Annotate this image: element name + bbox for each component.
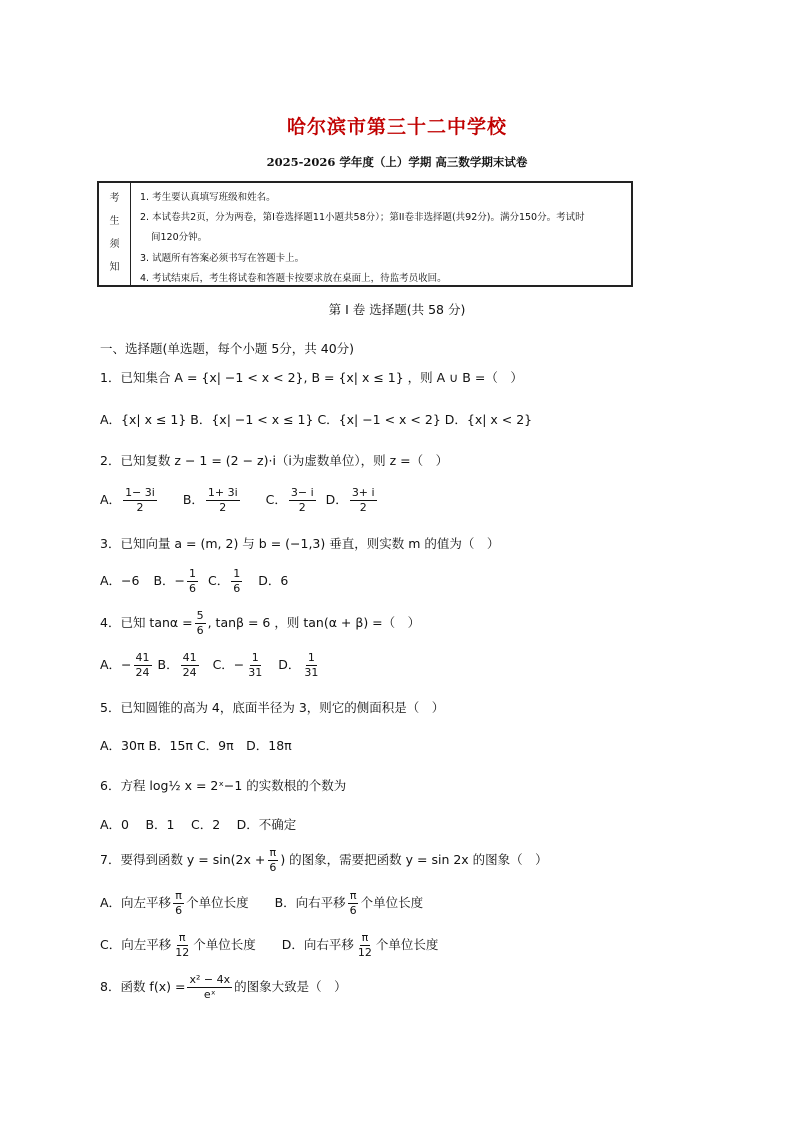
option-fraction — [348, 889, 359, 918]
school-title: 哈尔滨市第三十二中学校 — [286, 116, 507, 138]
notice-label-char: 须 — [109, 239, 120, 250]
fraction-num: π — [361, 931, 369, 944]
question-4-options — [100, 651, 322, 680]
notice-item: 4. 考试结束后，考生将试卷和答题卡按要求放在桌面上，待监考员收回。 — [140, 273, 447, 284]
option-label: D． — [325, 491, 348, 507]
option-fraction — [173, 889, 184, 918]
fraction-num: 1 — [307, 651, 315, 664]
notice-label-char: 知 — [109, 262, 120, 273]
notice-box — [97, 181, 633, 287]
fraction-den: 2 — [359, 500, 367, 514]
fraction-den: 24 — [135, 665, 150, 679]
fraction-num: 1 — [189, 567, 197, 580]
stem-fraction — [267, 846, 278, 875]
question-5-options: A．30π B．15π C．9π D．18π — [100, 738, 292, 753]
fraction-den: 6 — [269, 860, 277, 874]
question-8-stem — [100, 973, 347, 1002]
option-fraction — [187, 567, 198, 596]
question-7-options-ab — [100, 889, 423, 918]
part-title: 第 I 卷 选择题(共 58 分) — [328, 302, 466, 317]
fraction-den: 31 — [248, 665, 263, 679]
question-6-options: A．0 B．1 C．2 D．不确定 — [100, 817, 297, 832]
option-text: A．向左平移 — [100, 894, 172, 910]
question-4-stem — [100, 609, 420, 638]
stem-text: 8．函数 f(x) = — [100, 978, 186, 994]
question-1-stem: 1．已知集合 A = {x| −1 < x < 2}, B = {x| x ≤ 1} ，则 A ∪ B =（ ） — [100, 370, 523, 385]
option-fraction — [231, 567, 242, 596]
fraction-den: 2 — [219, 500, 227, 514]
question-2-stem: 2．已知复数 z − 1 = (2 − z)·i（i为虚数单位），则 z =（ ） — [100, 453, 449, 468]
option-fraction — [206, 486, 240, 515]
notice-label-char: 考 — [109, 193, 120, 204]
notice-item: 间120分钟。 — [151, 232, 208, 243]
fraction-den: eˣ — [203, 987, 216, 1001]
fraction-den: 6 — [233, 581, 241, 595]
option-label: D． — [278, 656, 301, 672]
fraction-den: 2 — [136, 500, 144, 514]
notice-item: 1. 考生要认真填写班级和姓名。 — [140, 192, 276, 203]
option-label: C． — [208, 572, 230, 588]
option-fraction — [134, 651, 152, 680]
fraction-num: x² − 4x — [189, 973, 231, 986]
stem-fraction — [195, 609, 206, 638]
fraction-den: 2 — [298, 500, 306, 514]
fraction-num: 41 — [182, 651, 197, 664]
option-label: B．− — [153, 572, 186, 588]
option-d: D．6 — [258, 572, 289, 588]
fraction-num: π — [269, 846, 277, 859]
question-2-options — [100, 486, 379, 515]
question-1-options: A．{x| x ≤ 1} B．{x| −1 < x ≤ 1} C．{x| −1 < x < 2} D．{x| x < 2} — [100, 412, 533, 427]
fraction-num: π — [178, 931, 186, 944]
fraction-den: 24 — [182, 665, 197, 679]
option-fraction — [356, 931, 374, 960]
stem-text: , tanβ = 6 ，则 tan(α + β) =（ ） — [207, 614, 421, 630]
option-fraction — [289, 486, 316, 515]
option-label: B． — [157, 656, 179, 672]
section-heading: 一、选择题(单选题，每个小题 5分，共 40分) — [100, 341, 355, 356]
option-text: 个单位长度 — [360, 894, 424, 910]
question-7-options-cd — [100, 931, 438, 960]
stem-fraction — [187, 973, 232, 1002]
option-label: B． — [182, 491, 204, 507]
question-3-stem: 3．已知向量 a = (m, 2) 与 b = (−1,3) 垂直，则实数 m 的值为（ ） — [100, 536, 500, 551]
option-label: A．− — [100, 656, 132, 672]
fraction-num: π — [349, 889, 357, 902]
stem-text: ) 的图象，需要把函数 y = sin 2x 的图象（ ） — [280, 851, 548, 867]
notice-label-char: 生 — [109, 216, 120, 227]
option-text: 个单位长度 — [375, 936, 439, 952]
option-fraction — [181, 651, 199, 680]
option-label: A． — [100, 491, 122, 507]
option-fraction — [302, 651, 320, 680]
notice-item: 3. 试题所有答案必须书写在答题卡上。 — [140, 253, 305, 264]
option-text: D．向右平移 — [281, 936, 354, 952]
fraction-num: 1+ 3i — [207, 486, 238, 499]
fraction-num: 41 — [135, 651, 150, 664]
option-fraction — [350, 486, 377, 515]
option-text: B．向右平移 — [274, 894, 346, 910]
stem-text: 的图象大致是（ ） — [234, 978, 347, 994]
fraction-den: 31 — [304, 665, 319, 679]
fraction-num: 3− i — [290, 486, 314, 499]
fraction-num: 1− 3i — [125, 486, 155, 499]
fraction-den: 12 — [175, 945, 190, 959]
notice-label — [99, 183, 131, 285]
exam-subtitle: 2025-2026 学年度（上）学期 高三数学期末试卷 — [266, 155, 528, 169]
fraction-num: 1 — [251, 651, 259, 664]
question-3-options — [100, 567, 288, 596]
notice-item: 2. 本试卷共2页，分为两卷，第I卷选择题11小题共58分）；第II卷非选择题(共92分)。满分150分。考试时 — [140, 212, 585, 223]
question-7-stem — [100, 846, 548, 875]
question-5-stem: 5．已知圆锥的高为 4，底面半径为 3，则它的侧面积是（ ） — [100, 700, 445, 715]
option-label: C．− — [212, 656, 245, 672]
fraction-den: 6 — [189, 581, 197, 595]
stem-text: 4．已知 tanα = — [100, 614, 193, 630]
option-text: 个单位长度 — [193, 936, 256, 952]
option-fraction — [246, 651, 264, 680]
option-a: A．−6 — [100, 572, 140, 588]
fraction-num: 5 — [196, 609, 204, 622]
fraction-num: 1 — [233, 567, 241, 580]
stem-text: 7．要得到函数 y = sin(2x + — [100, 851, 266, 867]
option-fraction — [123, 486, 157, 515]
question-6-stem: 6．方程 log½ x = 2ˣ−1 的实数根的个数为 — [100, 778, 347, 793]
option-fraction — [173, 931, 191, 960]
fraction-num: 3+ i — [351, 486, 375, 499]
option-label: C． — [265, 491, 287, 507]
fraction-den: 6 — [175, 903, 183, 917]
option-text: C．向左平移 — [100, 936, 172, 952]
fraction-num: π — [175, 889, 182, 902]
fraction-den: 6 — [196, 623, 204, 637]
option-text: 个单位长度 — [186, 894, 249, 910]
fraction-den: 12 — [357, 945, 372, 959]
fraction-den: 6 — [349, 903, 357, 917]
